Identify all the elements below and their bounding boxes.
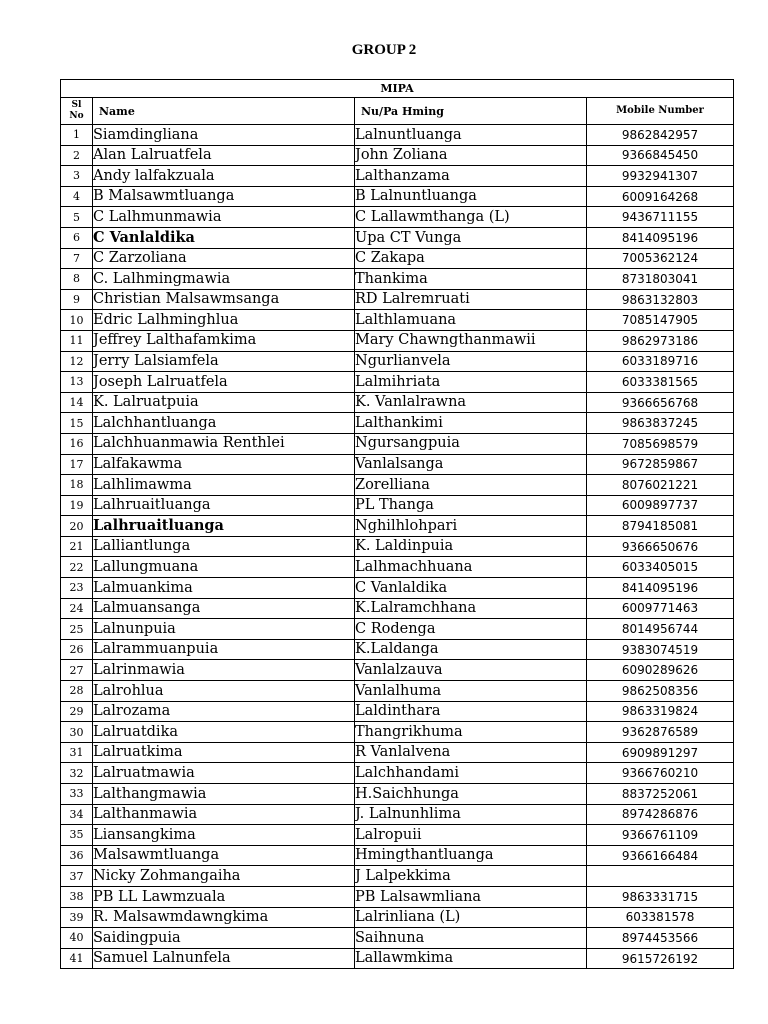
row-mobile-number: 6033381565 <box>587 372 734 393</box>
row-mobile-number: 8731803041 <box>587 269 734 290</box>
table-row <box>61 413 734 434</box>
row-mobile-number: 9862973186 <box>587 330 734 351</box>
row-name: C. Lalhmingmawia <box>93 269 355 290</box>
group-header-row <box>61 80 734 98</box>
row-name: Lalrohlua <box>93 681 355 702</box>
table-row <box>61 125 734 146</box>
row-mobile-number <box>587 866 734 887</box>
table-row <box>61 516 734 537</box>
row-mobile-number: 6033405015 <box>587 557 734 578</box>
row-sl-number: 36 <box>61 845 93 866</box>
column-header-sl-text: Sl No <box>69 100 84 121</box>
row-name: Malsawmtluanga <box>93 845 355 866</box>
row-name: K. Lalruatpuia <box>93 392 355 413</box>
table-row <box>61 948 734 969</box>
row-parent-name: Saihnuna <box>355 928 587 949</box>
row-sl-number: 22 <box>61 557 93 578</box>
row-parent-name: Lalthankimi <box>355 413 587 434</box>
row-parent-name: Zorelliana <box>355 475 587 496</box>
row-sl-number: 6 <box>61 227 93 248</box>
table-body <box>61 125 734 969</box>
row-sl-number: 37 <box>61 866 93 887</box>
row-name: Lalhlimawma <box>93 475 355 496</box>
row-name: Lalrozama <box>93 701 355 722</box>
table-row <box>61 269 734 290</box>
row-parent-name: PB Lalsawmliana <box>355 886 587 907</box>
row-mobile-number: 9863837245 <box>587 413 734 434</box>
row-name: Lalliantlunga <box>93 536 355 557</box>
table-row <box>61 845 734 866</box>
column-header-row <box>61 98 734 125</box>
column-header-sl <box>61 98 93 125</box>
row-sl-number: 1 <box>61 125 93 146</box>
row-parent-name: Ngurlianvela <box>355 351 587 372</box>
row-name: C Zarzoliana <box>93 248 355 269</box>
row-parent-name: Upa CT Vunga <box>355 227 587 248</box>
row-name: Lalmuansanga <box>93 598 355 619</box>
row-parent-name: Lalthlamuana <box>355 310 587 331</box>
table-row <box>61 598 734 619</box>
row-mobile-number: 9366761109 <box>587 825 734 846</box>
table-row <box>61 619 734 640</box>
row-mobile-number: 9615726192 <box>587 948 734 969</box>
row-mobile-number: 9863319824 <box>587 701 734 722</box>
row-name: Lalrinmawia <box>93 660 355 681</box>
table-row <box>61 186 734 207</box>
row-name: Christian Malsawmsanga <box>93 289 355 310</box>
row-sl-number: 32 <box>61 763 93 784</box>
row-name: Lallungmuana <box>93 557 355 578</box>
row-parent-name: Lalchhandami <box>355 763 587 784</box>
row-sl-number: 39 <box>61 907 93 928</box>
row-mobile-number: 8974453566 <box>587 928 734 949</box>
row-mobile-number: 9862842957 <box>587 125 734 146</box>
table-row <box>61 907 734 928</box>
row-name: Liansangkima <box>93 825 355 846</box>
row-parent-name: Lalnuntluanga <box>355 125 587 146</box>
row-name: Alan Lalruatfela <box>93 145 355 166</box>
row-parent-name: C Zakapa <box>355 248 587 269</box>
table-row <box>61 804 734 825</box>
table-row <box>61 886 734 907</box>
row-name: Nicky Zohmangaiha <box>93 866 355 887</box>
row-sl-number: 16 <box>61 433 93 454</box>
group-label: MIPA <box>61 80 734 98</box>
row-name: PB LL Lawmzuala <box>93 886 355 907</box>
row-mobile-number: 7085147905 <box>587 310 734 331</box>
row-mobile-number: 8974286876 <box>587 804 734 825</box>
row-name: Lalthangmawia <box>93 784 355 805</box>
row-parent-name: C Vanlaldika <box>355 578 587 599</box>
row-mobile-number: 6033189716 <box>587 351 734 372</box>
row-sl-number: 18 <box>61 475 93 496</box>
row-mobile-number: 6909891297 <box>587 742 734 763</box>
table-row <box>61 351 734 372</box>
row-parent-name: Lallawmkima <box>355 948 587 969</box>
row-mobile-number: 9672859867 <box>587 454 734 475</box>
row-parent-name: J. Lalnunhlima <box>355 804 587 825</box>
row-mobile-number: 6009771463 <box>587 598 734 619</box>
row-mobile-number: 9863331715 <box>587 886 734 907</box>
row-mobile-number: 8794185081 <box>587 516 734 537</box>
row-mobile-number: 8837252061 <box>587 784 734 805</box>
row-parent-name: K.Lalramchhana <box>355 598 587 619</box>
row-name: B Malsawmtluanga <box>93 186 355 207</box>
row-parent-name: K. Vanlalrawna <box>355 392 587 413</box>
table-row <box>61 310 734 331</box>
row-parent-name: R Vanlalvena <box>355 742 587 763</box>
row-parent-name: H.Saichhunga <box>355 784 587 805</box>
table-row <box>61 825 734 846</box>
row-name: Lalchhuanmawia Renthlei <box>93 433 355 454</box>
row-mobile-number: 7005362124 <box>587 248 734 269</box>
row-name: Andy lalfakzuala <box>93 166 355 187</box>
row-mobile-number: 6009164268 <box>587 186 734 207</box>
row-sl-number: 29 <box>61 701 93 722</box>
row-name: Lalthanmawia <box>93 804 355 825</box>
row-name: Lalruatmawia <box>93 763 355 784</box>
row-mobile-number: 8414095196 <box>587 578 734 599</box>
table-row <box>61 639 734 660</box>
table-row <box>61 227 734 248</box>
table-row <box>61 784 734 805</box>
row-name: Lalnunpuia <box>93 619 355 640</box>
table-row <box>61 330 734 351</box>
row-parent-name: Lalmihriata <box>355 372 587 393</box>
table-row <box>61 866 734 887</box>
member-table <box>60 79 734 969</box>
row-sl-number: 20 <box>61 516 93 537</box>
row-sl-number: 30 <box>61 722 93 743</box>
row-sl-number: 13 <box>61 372 93 393</box>
row-name: C Lalhmunmawia <box>93 207 355 228</box>
table-row <box>61 763 734 784</box>
row-mobile-number: 9366166484 <box>587 845 734 866</box>
row-parent-name: Lalrinliana (L) <box>355 907 587 928</box>
table-row <box>61 372 734 393</box>
table-row <box>61 289 734 310</box>
page-title: GROUP 2 <box>351 42 417 58</box>
row-sl-number: 14 <box>61 392 93 413</box>
row-sl-number: 21 <box>61 536 93 557</box>
table-row <box>61 578 734 599</box>
row-sl-number: 3 <box>61 166 93 187</box>
row-sl-number: 33 <box>61 784 93 805</box>
row-name: Jerry Lalsiamfela <box>93 351 355 372</box>
row-sl-number: 2 <box>61 145 93 166</box>
table-row <box>61 392 734 413</box>
row-parent-name: Vanlalhuma <box>355 681 587 702</box>
row-parent-name: Vanlalsanga <box>355 454 587 475</box>
row-parent-name: PL Thanga <box>355 495 587 516</box>
row-name: Saidingpuia <box>93 928 355 949</box>
row-parent-name: K. Laldinpuia <box>355 536 587 557</box>
table-row <box>61 701 734 722</box>
row-sl-number: 15 <box>61 413 93 434</box>
row-parent-name: Lalthanzama <box>355 166 587 187</box>
row-sl-number: 19 <box>61 495 93 516</box>
row-mobile-number: 9932941307 <box>587 166 734 187</box>
table-row <box>61 928 734 949</box>
row-parent-name: Mary Chawngthanmawii <box>355 330 587 351</box>
row-sl-number: 40 <box>61 928 93 949</box>
row-sl-number: 8 <box>61 269 93 290</box>
table-row <box>61 536 734 557</box>
row-name: Lalrammuanpuia <box>93 639 355 660</box>
row-name: Lalruatkima <box>93 742 355 763</box>
row-mobile-number: 8076021221 <box>587 475 734 496</box>
row-name: Lalmuankima <box>93 578 355 599</box>
row-name: Siamdingliana <box>93 125 355 146</box>
row-sl-number: 12 <box>61 351 93 372</box>
row-sl-number: 27 <box>61 660 93 681</box>
row-name: Lalfakawma <box>93 454 355 475</box>
row-name: Lalruatdika <box>93 722 355 743</box>
row-parent-name: Vanlalzauva <box>355 660 587 681</box>
row-parent-name: RD Lalremruati <box>355 289 587 310</box>
row-sl-number: 7 <box>61 248 93 269</box>
row-parent-name: Thankima <box>355 269 587 290</box>
row-name: Lalchhantluanga <box>93 413 355 434</box>
row-sl-number: 24 <box>61 598 93 619</box>
row-parent-name: Ngursangpuia <box>355 433 587 454</box>
row-sl-number: 28 <box>61 681 93 702</box>
row-mobile-number: 9383074519 <box>587 639 734 660</box>
row-sl-number: 5 <box>61 207 93 228</box>
row-parent-name: C Lallawmthanga (L) <box>355 207 587 228</box>
row-name: Lalhruaitluanga <box>93 516 355 537</box>
column-header-name: Name <box>93 98 355 125</box>
row-mobile-number: 8414095196 <box>587 227 734 248</box>
row-mobile-number: 9863132803 <box>587 289 734 310</box>
row-mobile-number: 9366656768 <box>587 392 734 413</box>
row-sl-number: 41 <box>61 948 93 969</box>
row-parent-name: Hmingthantluanga <box>355 845 587 866</box>
row-mobile-number: 9436711155 <box>587 207 734 228</box>
row-name: R. Malsawmdawngkima <box>93 907 355 928</box>
row-parent-name: Lalropuii <box>355 825 587 846</box>
row-name: Lalhruaitluanga <box>93 495 355 516</box>
row-sl-number: 17 <box>61 454 93 475</box>
row-parent-name: Laldinthara <box>355 701 587 722</box>
row-parent-name: J Lalpekkima <box>355 866 587 887</box>
row-sl-number: 35 <box>61 825 93 846</box>
row-parent-name: K.Laldanga <box>355 639 587 660</box>
row-parent-name: Thangrikhuma <box>355 722 587 743</box>
row-name: Edric Lalhminghlua <box>93 310 355 331</box>
row-sl-number: 9 <box>61 289 93 310</box>
row-name: Joseph Lalruatfela <box>93 372 355 393</box>
row-parent-name: B Lalnuntluanga <box>355 186 587 207</box>
row-name: Jeffrey Lalthafamkima <box>93 330 355 351</box>
row-sl-number: 23 <box>61 578 93 599</box>
table-row <box>61 475 734 496</box>
column-header-mobile: Mobile Number <box>587 98 734 125</box>
table-row <box>61 557 734 578</box>
row-sl-number: 31 <box>61 742 93 763</box>
row-parent-name: C Rodenga <box>355 619 587 640</box>
table-row <box>61 495 734 516</box>
row-sl-number: 26 <box>61 639 93 660</box>
row-mobile-number: 603381578 <box>587 907 734 928</box>
row-sl-number: 38 <box>61 886 93 907</box>
row-sl-number: 25 <box>61 619 93 640</box>
table-row <box>61 145 734 166</box>
row-name: C Vanlaldika <box>93 227 355 248</box>
table-row <box>61 166 734 187</box>
row-mobile-number: 8014956744 <box>587 619 734 640</box>
table-row <box>61 722 734 743</box>
row-mobile-number: 9366760210 <box>587 763 734 784</box>
row-mobile-number: 9366845450 <box>587 145 734 166</box>
table-row <box>61 660 734 681</box>
row-sl-number: 10 <box>61 310 93 331</box>
table-row <box>61 681 734 702</box>
row-parent-name: Nghilhlohpari <box>355 516 587 537</box>
row-name: Samuel Lalnunfela <box>93 948 355 969</box>
row-mobile-number: 6090289626 <box>587 660 734 681</box>
row-mobile-number: 6009897737 <box>587 495 734 516</box>
table-row <box>61 433 734 454</box>
row-mobile-number: 7085698579 <box>587 433 734 454</box>
row-parent-name: Lalhmachhuana <box>355 557 587 578</box>
row-sl-number: 11 <box>61 330 93 351</box>
table-row <box>61 454 734 475</box>
table-row <box>61 248 734 269</box>
row-mobile-number: 9366650676 <box>587 536 734 557</box>
row-parent-name: John Zoliana <box>355 145 587 166</box>
row-sl-number: 34 <box>61 804 93 825</box>
row-mobile-number: 9362876589 <box>587 722 734 743</box>
column-header-nupa: Nu/Pa Hming <box>355 98 587 125</box>
row-mobile-number: 9862508356 <box>587 681 734 702</box>
table-row <box>61 742 734 763</box>
row-sl-number: 4 <box>61 186 93 207</box>
table-row <box>61 207 734 228</box>
